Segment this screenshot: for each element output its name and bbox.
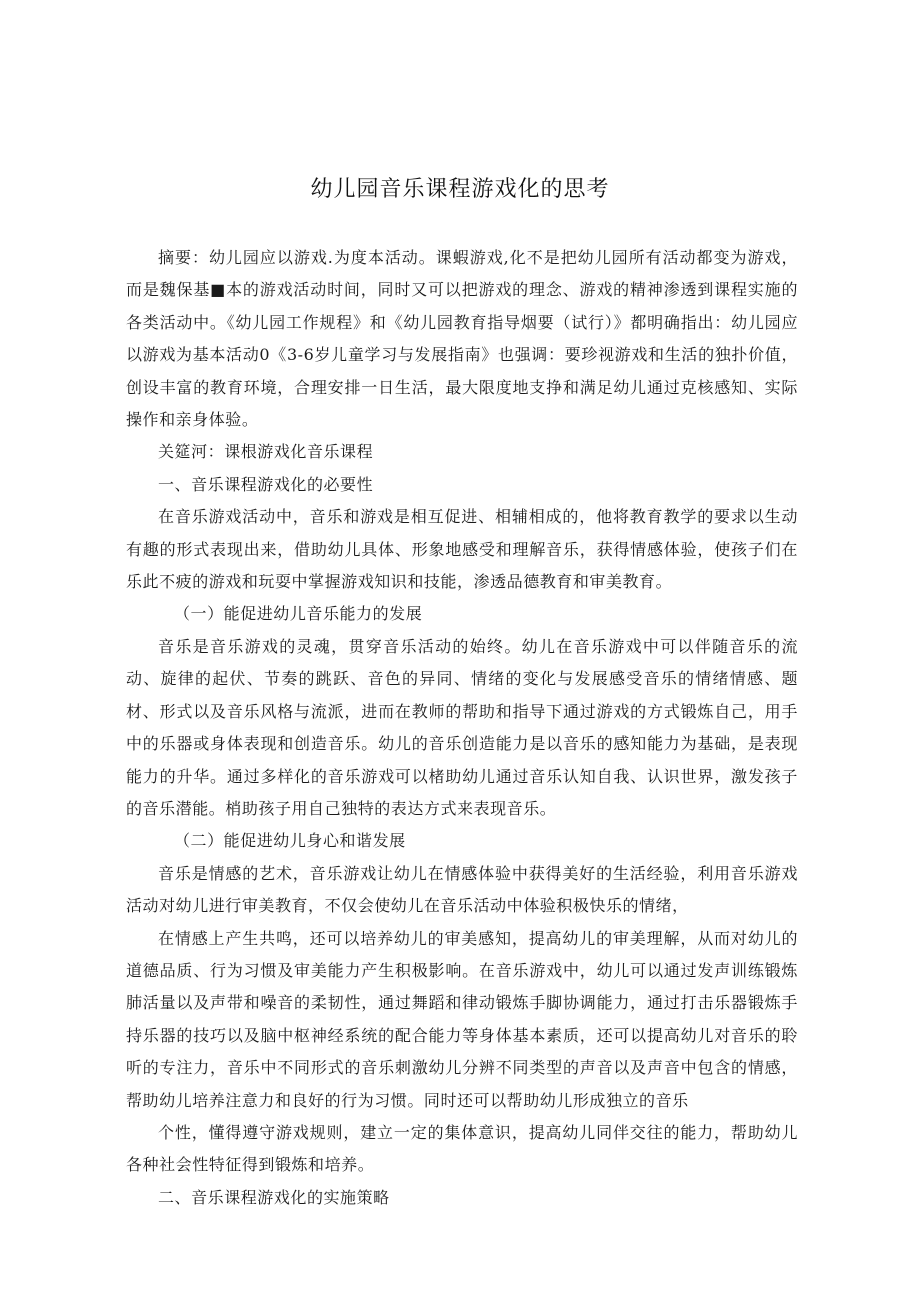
body-paragraph: 在情感上产生共鸣，还可以培养幼儿的审美感知，提高幼儿的审美理解，从而对幼儿的道德品质、行为习惯及审美能力产生积极影响。在音乐游戏中，幼儿可以通过发声训练锻炼肺活量以及声带和噪音的柔韧性，通过舞蹈和律动锻炼手脚协调能力，通过打击乐器锻炼手持乐器的技巧以及脑中枢神经系统的配合能力等身体基本素质，还可以提高幼儿对音乐的聆听的专注力，音乐中不同形式的音乐刺激幼儿分辨不同类型的声音以及声音中包含的情感，帮助幼儿培养注意力和良好的行为习惯。同时还可以帮助幼儿形成独立的音乐 [126,928,798,1110]
subsection-heading-2: （二）能促进幼儿身心和谐发展 [174,831,406,851]
body-paragraph: 音乐是情感的艺术，音乐游戏让幼儿在情感体验中获得美好的生活经验，利用音乐游戏活动对幼儿进行审美教育，不仅会使幼儿在音乐活动中体验积极快乐的情绪， [126,863,798,916]
document-title: 幼儿园音乐课程游戏化的思考 [310,177,610,202]
abstract-paragraph: 摘要：幼儿园应以游戏.为度本活动。课蝦游戏,化不是把幼儿园所有活动都变为游戏，而是魏保基■本的游戏活动时间，同时又可以把游戏的理念、游戏的精神渗透到课程实施的各类活动中。《幼儿园工作规程》和《幼儿园教育指导烟要（试行）》都明确指出：幼儿园应以游戏为基本活动0《3-6岁儿童学习与发展指南》也强调：要珍视游戏和生活的独扑价值，创设丰富的教育环境，合理安排一日生活，最大限度地支挣和满足幼儿通过克核感知、实际操作和亲身体验。 [126,248,798,430]
keywords-line: 关筵河：课根游戏化音乐课程 [158,442,374,462]
section-heading-1: 一、音乐课程游戏化的必要性 [158,474,374,494]
subsection-heading-1: （一）能促进幼儿音乐能力的发展 [174,604,423,624]
section-heading-2: 二、音乐课程游戏化的实施策略 [158,1187,390,1207]
document-body [126,242,798,1214]
body-paragraph: 音乐是音乐游戏的灵魂，贯穿音乐活动的始终。幼儿在音乐游戏中可以伴随音乐的流动、旋律的起伏、节奏的跳跃、音色的异同、情绪的变化与发展感受音乐的情绪情感、题材、形式以及音乐风格与流派，进而在教师的帮助和指导下通过游戏的方式锻炼自己，用手中的乐器或身体表现和创造音乐。幼儿的音乐创造能力是以音乐的感知能力为基础，是表现能力的升华。通过多样化的音乐游戏可以楮助幼儿通过音乐认知自我、认识世界，激发孩子的音乐潜能。梢助孩子用自己独特的表达方式来表现音乐。 [126,636,798,818]
body-paragraph: 在音乐游戏活动中，音乐和游戏是相互促进、相辅相成的，他将教育教学的要求以生动有趣的形式表现出来，借助幼儿具体、形象地感受和理解音乐，获得情感体验，使孩子们在乐此不疲的游戏和玩耍中掌握游戏知识和技能，渗透品德教育和审美教育。 [126,507,798,592]
body-paragraph: 个性，懂得遵守游戏规则，建立一定的集体意识，提高幼儿同伴交往的能力，帮助幼儿各种社会性特征得到锻炼和培养。 [126,1122,798,1175]
